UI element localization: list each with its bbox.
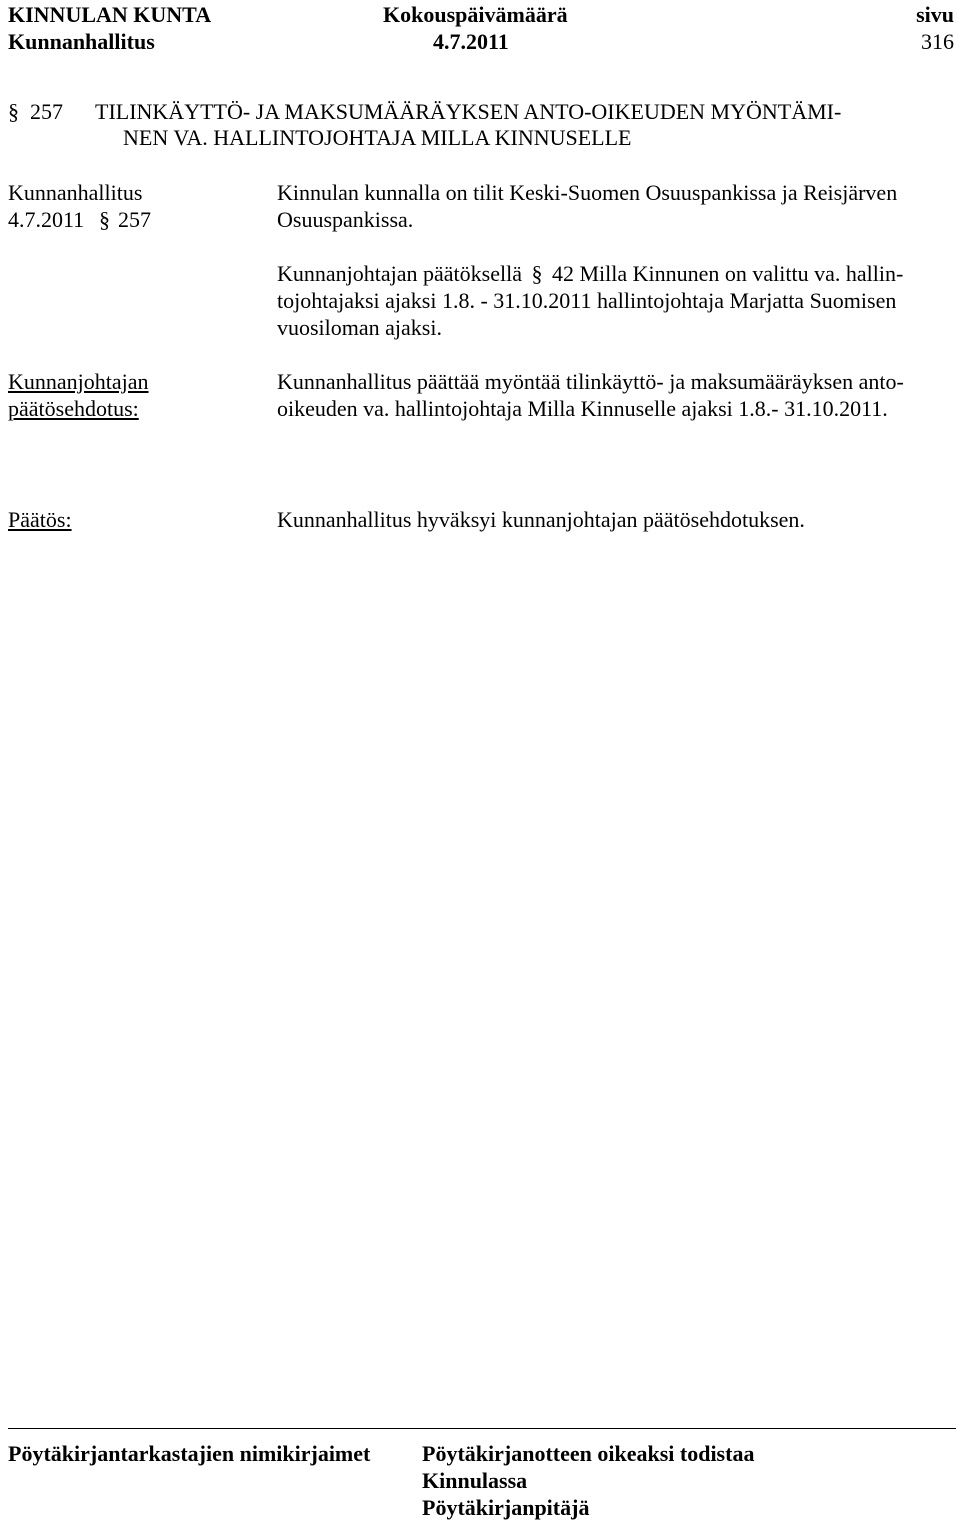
footer-right-line3: Pöytäkirjanpitäjä (422, 1495, 590, 1520)
decision-label: Päätös: (8, 507, 72, 532)
paragraph-2-section-sign-icon: § (531, 261, 543, 286)
paragraph-2-text-a: Kunnanjohtajan päätöksellä (277, 261, 522, 286)
header-body: Kunnanhallitus (8, 29, 155, 54)
paragraph-1-line1: Kinnulan kunnalla on tilit Keski-Suomen Osuuspankissa ja Reisjärven (277, 180, 898, 205)
footer-divider (8, 1428, 956, 1429)
header-org: KINNULAN KUNTA (8, 2, 212, 27)
header-date: 4.7.2011 (433, 29, 509, 54)
reference-date: 4.7.2011 (8, 207, 85, 232)
section-title-line1: TILINKÄYTTÖ- JA MAKSUMÄÄRÄYKSEN ANTO-OIKEUDEN MYÖNTÄMI- (95, 99, 842, 124)
paragraph-2-line3: vuosiloman ajaksi. (277, 315, 442, 340)
reference-section-sign-icon: § (99, 207, 110, 232)
header-page-number: 316 (921, 29, 954, 54)
proposal-label-line2: päätösehdotus: (8, 396, 139, 421)
paragraph-2-line1 (277, 260, 903, 287)
proposal-text-line1: Kunnanhallitus päättää myöntää tilinkäyttö- ja maksumääräyksen anto- (277, 369, 904, 394)
header-page-label: sivu (916, 2, 954, 27)
paragraph-2-line2: tojohtajaksi ajaksi 1.8. - 31.10.2011 hallintojohtaja Marjatta Suomisen (277, 288, 897, 313)
decision-text: Kunnanhallitus hyväksyi kunnanjohtajan päätösehdotuksen. (277, 507, 805, 532)
section-title-line2: NEN VA. HALLINTOJOHTAJA MILLA KINNUSELLE (123, 125, 632, 150)
reference-number: 257 (118, 207, 151, 232)
footer-left: Pöytäkirjantarkastajien nimikirjaimet (8, 1441, 371, 1466)
proposal-text-line2: oikeuden va. hallintojohtaja Milla Kinnuselle ajaksi 1.8.- 31.10.2011. (277, 396, 888, 421)
footer-right-line2: Kinnulassa (422, 1468, 528, 1493)
paragraph-2-text-b: 42 Milla Kinnunen on valittu va. hallin- (551, 261, 904, 286)
footer-right-line1: Pöytäkirjanotteen oikeaksi todistaa (422, 1441, 755, 1466)
section-sign-icon: § (8, 99, 19, 124)
section-number: 257 (30, 99, 63, 124)
paragraph-1-line2: Osuuspankissa. (277, 207, 414, 232)
header-date-label: Kokouspäivämäärä (383, 2, 568, 27)
reference-body: Kunnanhallitus (8, 180, 143, 205)
proposal-label-line1: Kunnanjohtajan (8, 369, 149, 394)
